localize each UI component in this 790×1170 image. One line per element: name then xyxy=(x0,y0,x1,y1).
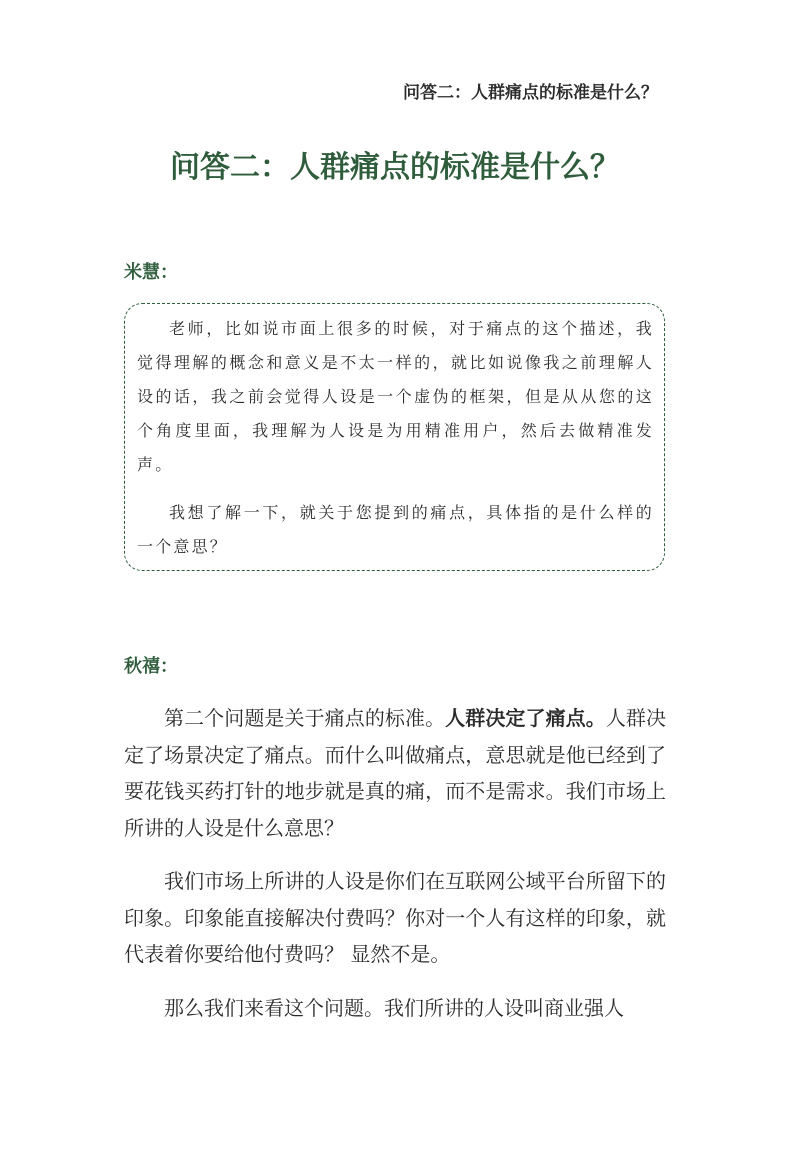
questioner-name: 米慧： xyxy=(124,262,178,283)
answer-emphasis: 人群决定了痛点。 xyxy=(445,706,606,730)
question-box xyxy=(124,303,665,571)
answer-paragraph: 我们市场上所讲的人设是你们在互联网公域平台所留下的印象。印象能直接解决付费吗？你对一个人有这样的印象，就代表着你要给他付费吗？ 显然不是。 xyxy=(124,869,666,966)
running-header: 问答二：人群痛点的标准是什么？ xyxy=(403,83,658,103)
answer-text: 第二个问题是关于痛点的标准。 xyxy=(164,706,446,730)
question-paragraph: 我想了解一下，就关于您提到的痛点，具体指的是什么样的一个意思？ xyxy=(137,503,654,556)
answer-body xyxy=(124,700,666,1043)
page-title: 问答二：人群痛点的标准是什么？ xyxy=(170,150,620,185)
question-paragraph: 老师，比如说市面上很多的时候，对于痛点的这个描述，我觉得理解的概念和意义是不太一样的，就比如说像我之前理解人设的话，我之前会觉得人设是一个虚伪的框架，但是从从您的这个角度里面，我理解为人设是为用精准用户，然后去做精准发声。 xyxy=(137,319,654,474)
answer-text: 人群决定了场景决定了痛点。而什么叫做痛点，意思就是他已经到了要花钱买药打针的地步就是真的痛，而不是需求。我们市场上所讲的人设是什么意思？ xyxy=(124,706,667,840)
answer-paragraph xyxy=(124,700,666,846)
answer-paragraph: 那么我们来看这个问题。我们所讲的人设叫商业强人 xyxy=(164,995,624,1020)
answerer-name: 秋禧： xyxy=(124,656,178,677)
